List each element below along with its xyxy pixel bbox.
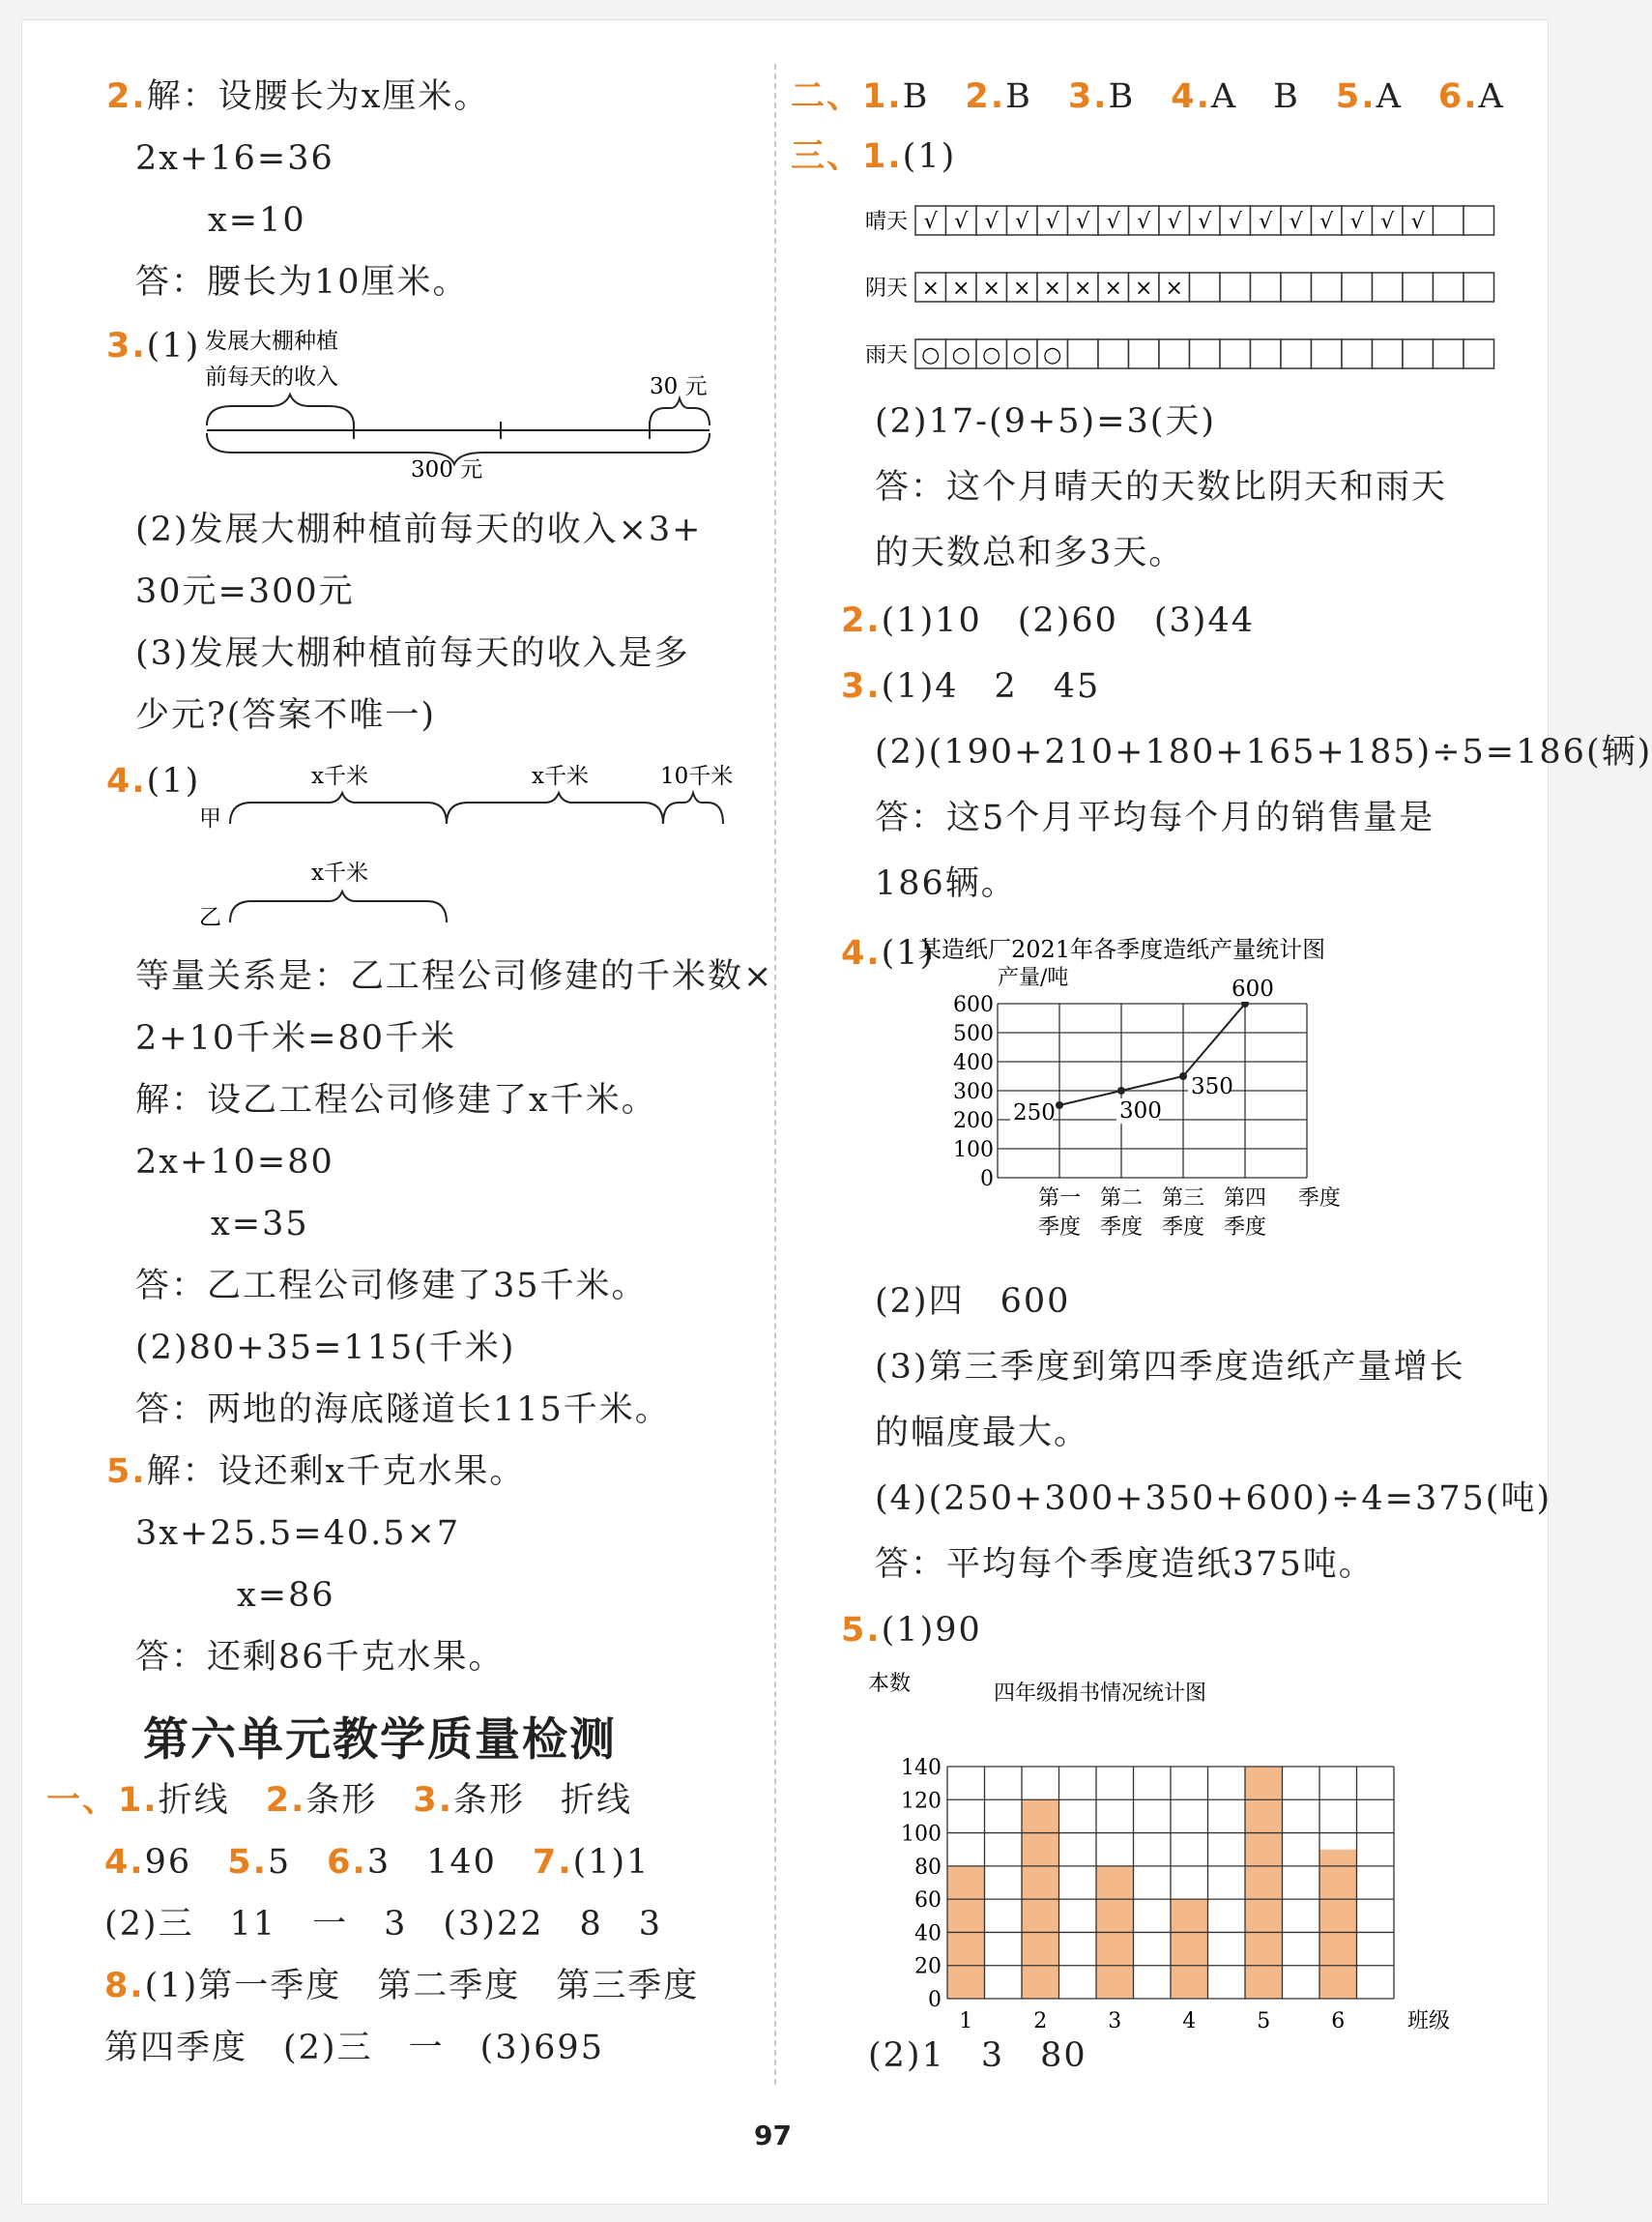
q2-answer: 答：腰长为10厘米。 bbox=[135, 263, 469, 302]
q5-title: 5.解：设还剩x千克水果。 bbox=[106, 1452, 526, 1491]
tally-mark: × bbox=[921, 277, 940, 301]
q3-part2: (2)(190+210+180+165+185)÷5=186(辆) bbox=[875, 733, 1652, 772]
tally-mark: √ bbox=[1167, 210, 1181, 234]
q4-eq1: 2x+10=80 bbox=[135, 1143, 334, 1182]
tally-mark: √ bbox=[1137, 210, 1151, 234]
q2-answers: 2.(1)10 (2)60 (3)44 bbox=[841, 601, 1255, 640]
tally-mark: × bbox=[982, 277, 1000, 301]
tally-cell bbox=[1464, 273, 1494, 302]
tally-mark: √ bbox=[923, 210, 938, 234]
sec1-line4: 8.(1)第一季度 第二季度 第三季度 bbox=[104, 1967, 700, 2005]
q4-label-ten: 10千米 bbox=[660, 764, 734, 789]
tally-cell bbox=[1190, 339, 1221, 368]
line-chart-xtick: 季度 bbox=[1223, 1215, 1267, 1240]
tally-cell bbox=[1068, 339, 1099, 368]
tally-cell bbox=[1464, 206, 1494, 235]
tally-mark: √ bbox=[1289, 210, 1303, 234]
q3-brace-right bbox=[650, 398, 710, 425]
tally-cell bbox=[1220, 339, 1251, 368]
q5-eq1: 3x+25.5=40.5×7 bbox=[135, 1514, 461, 1553]
q3-part1: 3.(1) bbox=[106, 327, 201, 365]
tally-mark: × bbox=[1104, 277, 1122, 301]
bar-chart-xtick: 4 bbox=[1182, 2009, 1197, 2033]
q4-line-diagram bbox=[193, 754, 754, 938]
q5-part2: (2)1 3 80 bbox=[868, 2036, 1087, 2075]
q3-label-top-1: 发展大棚种植 bbox=[205, 329, 338, 354]
column-divider bbox=[774, 64, 776, 2085]
tally-cell bbox=[1251, 273, 1282, 302]
tally-mark: × bbox=[952, 277, 971, 301]
q3-p2-line1: (2)发展大棚种植前每天的收入×3+ bbox=[135, 511, 703, 549]
line-chart-data-label: 350 bbox=[1191, 1074, 1233, 1099]
q5-answer: 答：还剩86千克水果。 bbox=[135, 1638, 505, 1677]
line-chart-data-label: 250 bbox=[1013, 1100, 1056, 1126]
tally-cell bbox=[1159, 339, 1190, 368]
tally-cell bbox=[1373, 339, 1404, 368]
line-chart-xtick: 第四 bbox=[1223, 1186, 1267, 1211]
line-chart-ytick: 600 bbox=[953, 993, 994, 1017]
q4-label-x2: x千米 bbox=[532, 764, 589, 789]
q3-answer-2: 186辆。 bbox=[875, 864, 1017, 903]
tally-cell bbox=[1129, 339, 1160, 368]
q4-answer-1: 答：乙工程公司修建了35千米。 bbox=[135, 1267, 648, 1305]
tally-row-label: 晴天 bbox=[865, 210, 909, 234]
line-chart-xtick: 季度 bbox=[1099, 1215, 1144, 1240]
tally-cell bbox=[1434, 206, 1464, 235]
line-chart-data-label: 600 bbox=[1232, 977, 1274, 1002]
line-chart-xtick: 季度 bbox=[1037, 1215, 1082, 1240]
q4-answer-right: 答：平均每个季度造纸375吨。 bbox=[875, 1545, 1375, 1584]
q4-relation-1: 等量关系是：乙工程公司修建的千米数× bbox=[135, 957, 774, 996]
line-chart-data-label: 300 bbox=[1119, 1098, 1162, 1124]
tally-mark: √ bbox=[1410, 210, 1425, 234]
tally-cell bbox=[1098, 339, 1129, 368]
line-chart-ytick: 400 bbox=[953, 1051, 994, 1075]
bar-chart-bar bbox=[1319, 1850, 1357, 1999]
line-chart-point bbox=[1117, 1087, 1125, 1095]
q4-part4: (4)(250+300+350+600)÷4=375(吨) bbox=[875, 1479, 1552, 1518]
sec1-line1: 一、1.折线 2.条形 3.条形 折线 bbox=[46, 1781, 633, 1820]
q3-p2-line2: 30元=300元 bbox=[135, 572, 355, 611]
q4-label-yi: 乙 bbox=[199, 905, 221, 930]
tally-mark: √ bbox=[1015, 210, 1029, 234]
q2-title: 2.解：设腰长为x厘米。 bbox=[106, 77, 490, 116]
tally-mark: √ bbox=[1106, 210, 1120, 234]
q3-p3-line2: 少元?(答案不唯一) bbox=[135, 696, 437, 735]
line-chart-title: 某造纸厂2021年各季度造纸产量统计图 bbox=[918, 936, 1326, 963]
q5-part1: 5.(1)90 bbox=[841, 1611, 982, 1650]
tally-mark: × bbox=[1135, 277, 1153, 301]
bar-chart-ytick: 40 bbox=[914, 1921, 942, 1946]
q3-brace-top bbox=[207, 395, 354, 425]
q3-answer-1: 答：这5个月平均每个月的销售量是 bbox=[875, 799, 1435, 837]
q4-relation-2: 2+10千米=80千米 bbox=[135, 1019, 456, 1058]
tally-cell bbox=[1190, 273, 1221, 302]
tally-mark: √ bbox=[1349, 210, 1364, 234]
tally-mark: ○ bbox=[1043, 343, 1062, 367]
line-chart-ytick: 0 bbox=[980, 1167, 994, 1191]
q4-label-jia: 甲 bbox=[199, 806, 221, 832]
tally-cell bbox=[1281, 273, 1312, 302]
q4-label-x1: x千米 bbox=[311, 764, 368, 789]
sec1-line3: (2)三 11 一 3 (3)22 8 3 bbox=[104, 1905, 663, 1944]
tally-mark: × bbox=[1013, 277, 1031, 301]
q1-answer-2: 的天数总和多3天。 bbox=[875, 534, 1185, 572]
q4-part2: (2)80+35=115(千米) bbox=[135, 1329, 516, 1367]
q3-label-top-2: 前每天的收入 bbox=[205, 365, 338, 390]
tally-mark: √ bbox=[1198, 210, 1212, 234]
q3-label-bottom: 300 元 bbox=[411, 457, 483, 482]
q4-part1: 4.(1) bbox=[106, 762, 201, 801]
line-chart-xlabel: 季度 bbox=[1297, 1186, 1341, 1211]
bar-chart-xtick: 1 bbox=[959, 2009, 973, 2033]
bar-chart-ylabel: 本数 bbox=[868, 1672, 912, 1696]
q3-label-right: 30 元 bbox=[650, 374, 708, 399]
tally-mark: √ bbox=[1259, 210, 1273, 234]
line-chart-ytick: 100 bbox=[953, 1138, 994, 1162]
tally-cell bbox=[1251, 339, 1282, 368]
weather-tally-table bbox=[865, 201, 1503, 385]
tally-mark: × bbox=[1074, 277, 1092, 301]
tally-cell bbox=[1434, 273, 1464, 302]
sec1-line2: 4.96 5.5 6.3 140 7.(1)1 bbox=[104, 1843, 651, 1882]
bar-chart-ytick: 120 bbox=[901, 1789, 942, 1814]
tally-cell bbox=[1312, 273, 1343, 302]
line-chart-xtick: 季度 bbox=[1161, 1215, 1205, 1240]
bar-chart-ytick: 20 bbox=[914, 1954, 942, 1979]
tally-cell bbox=[1342, 273, 1373, 302]
line-chart-ytick: 300 bbox=[953, 1080, 994, 1104]
bar-chart-ytick: 0 bbox=[928, 1988, 942, 2012]
bar-chart-bar bbox=[1171, 1899, 1208, 1999]
q4-answer-2: 答：两地的海底隧道长115千米。 bbox=[135, 1390, 671, 1429]
q3-p3-line1: (3)发展大棚种植前每天的收入是多 bbox=[135, 634, 690, 673]
tally-mark: √ bbox=[1076, 210, 1090, 234]
q4-part1-right: 4.(1) bbox=[841, 934, 936, 973]
q3-answers: 3.(1)4 2 45 bbox=[841, 667, 1101, 706]
tally-mark: × bbox=[1043, 277, 1061, 301]
bar-chart-xtick: 6 bbox=[1331, 2009, 1346, 2033]
line-chart-xtick: 第一 bbox=[1037, 1186, 1082, 1211]
bar-chart-xtick: 3 bbox=[1108, 2009, 1122, 2033]
bar-chart-title: 四年级捐书情况统计图 bbox=[994, 1681, 1207, 1706]
line-chart-point bbox=[1056, 1101, 1063, 1109]
bar-chart-ytick: 80 bbox=[914, 1855, 942, 1880]
tally-row-label: 阴天 bbox=[865, 277, 909, 301]
page-number: 97 bbox=[754, 2120, 792, 2151]
tally-mark: √ bbox=[984, 210, 999, 234]
tally-cell bbox=[1342, 339, 1373, 368]
bar-chart-ytick: 60 bbox=[914, 1888, 942, 1914]
tally-cell bbox=[1403, 339, 1434, 368]
tally-row-label: 雨天 bbox=[865, 343, 909, 367]
tally-mark: ○ bbox=[982, 343, 1001, 367]
tally-mark: √ bbox=[1045, 210, 1059, 234]
sec2-answers: 二、1.B 2.B 3.B 4.A B 5.A 6.A bbox=[791, 77, 1505, 116]
line-chart-ytick: 200 bbox=[953, 1109, 994, 1133]
line-chart-ytick: 500 bbox=[953, 1022, 994, 1046]
bar-chart-ytick: 100 bbox=[901, 1822, 942, 1847]
q4-part2-right: (2)四 600 bbox=[875, 1282, 1071, 1321]
bar-chart-bar bbox=[1245, 1767, 1283, 1999]
q4-part3-line2: 的幅度最大。 bbox=[875, 1414, 1090, 1452]
section-title: 第六单元教学质量检测 bbox=[143, 1713, 617, 1767]
bar-chart-xtick: 5 bbox=[1257, 2009, 1271, 2033]
tally-mark: √ bbox=[1380, 210, 1395, 234]
tally-cell bbox=[1434, 339, 1464, 368]
tally-mark: √ bbox=[1228, 210, 1242, 234]
tally-cell bbox=[1373, 273, 1404, 302]
q1-answer-1: 答：这个月晴天的天数比阴天和雨天 bbox=[875, 468, 1448, 507]
line-chart-point bbox=[1179, 1072, 1187, 1080]
tally-cell bbox=[1281, 339, 1312, 368]
q4-part3-line1: (3)第三季度到第四季度造纸产量增长 bbox=[875, 1348, 1465, 1387]
tally-cell bbox=[1220, 273, 1251, 302]
tally-mark: × bbox=[1165, 277, 1183, 301]
bar-chart-ytick: 140 bbox=[901, 1756, 942, 1780]
bar-chart-xlabel: 班级 bbox=[1407, 2009, 1451, 2033]
tally-mark: √ bbox=[1319, 210, 1334, 234]
q3-line-diagram bbox=[193, 319, 735, 493]
line-chart bbox=[918, 936, 1440, 1255]
q4-eq2: x=35 bbox=[211, 1205, 309, 1243]
tally-mark: ○ bbox=[1012, 343, 1031, 367]
q2-eq2: x=10 bbox=[208, 201, 306, 240]
q1-part2: (2)17-(9+5)=3(天) bbox=[875, 402, 1217, 441]
q4-solution: 解：设乙工程公司修建了x千米。 bbox=[135, 1081, 657, 1120]
line-chart-xtick: 第三 bbox=[1161, 1186, 1205, 1211]
tally-cell bbox=[1312, 339, 1343, 368]
q4-label-x3: x千米 bbox=[311, 861, 368, 886]
q5-eq2: x=86 bbox=[237, 1576, 335, 1615]
bar-chart-xtick: 2 bbox=[1033, 2009, 1048, 2033]
tally-cell bbox=[1403, 273, 1434, 302]
sec1-line5: 第四季度 (2)三 一 (3)695 bbox=[104, 2029, 604, 2067]
line-chart-ylabel: 产量/吨 bbox=[998, 966, 1069, 990]
tally-cell bbox=[1464, 339, 1494, 368]
line-chart-xtick: 第二 bbox=[1099, 1186, 1144, 1211]
q2-eq1: 2x+16=36 bbox=[135, 139, 334, 178]
sec3-q1-part1: 三、1.(1) bbox=[791, 137, 957, 176]
tally-mark: √ bbox=[954, 210, 969, 234]
tally-mark: ○ bbox=[921, 343, 941, 367]
tally-mark: ○ bbox=[951, 343, 971, 367]
bar-chart bbox=[868, 1665, 1467, 2032]
